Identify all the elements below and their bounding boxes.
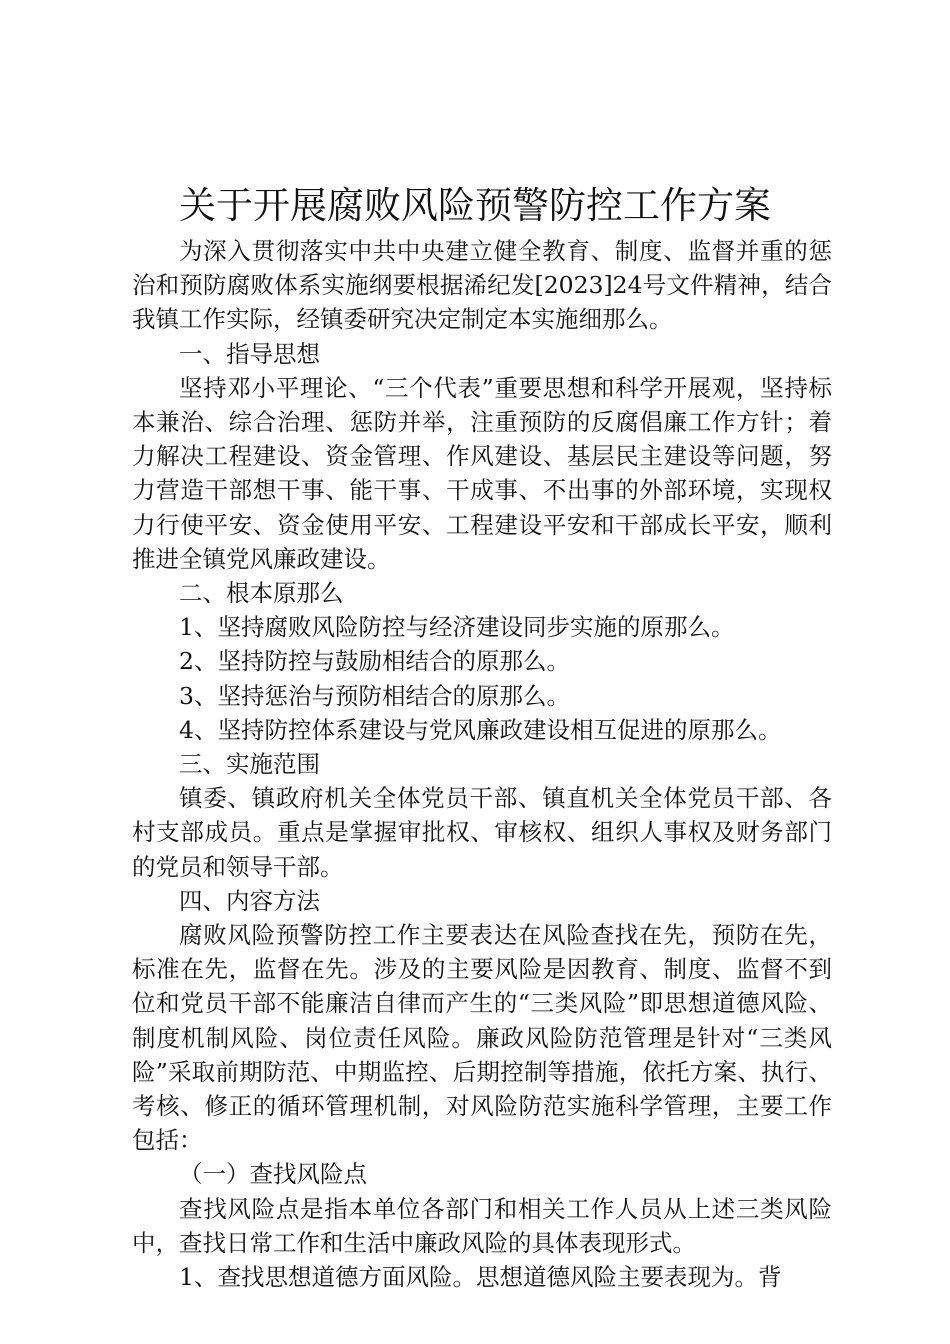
principle-item-2: 2、坚持防控与鼓励相结合的原那么。: [179, 647, 570, 676]
scope-paragraph: 镇委、镇政府机关全体党员干部、镇直机关全体党员干部、各村支部成员。重点是掌握审批权、审核权、组织人事权及财务部门的党员和领导干部。: [132, 784, 832, 881]
document-title: 关于开展腐败风险预警防控工作方案: [179, 184, 771, 227]
section-heading-guiding-ideology: 一、指导思想: [179, 339, 320, 368]
principle-item-1: 1、坚持腐败风险防控与经济建设同步实施的原那么。: [179, 613, 735, 642]
section-heading-basic-principles: 二、根本原那么: [179, 579, 344, 608]
section-heading-scope: 三、实施范围: [179, 750, 320, 779]
principle-item-3: 3、坚持惩治与预防相结合的原那么。: [179, 681, 570, 710]
document-body: [132, 234, 832, 1294]
intro-paragraph: 为深入贯彻落实中共中央建立健全教育、制度、监督并重的惩治和预防腐败体系实施纲要根据浠纪发[2023]24号文件精神，结合我镇工作实际，经镇委研究决定制定本实施细那么。: [132, 237, 832, 334]
section-heading-content-methods: 四、内容方法: [179, 886, 320, 915]
subsection-heading-find-risk-points: （一）查找风险点: [179, 1160, 367, 1189]
content-methods-paragraph: 腐败风险预警防控工作主要表达在风险查找在先，预防在先，标准在先，监督在先。涉及的主要风险是因教育、制度、监督不到位和党员干部不能廉洁自律而产生的“三类风险”即思想道德风险、制度机制风险、岗位责任风险。廉政风险防范管理是针对“三类风险”采取前期防范、中期监控、后期控制等措施，依托方案、执行、考核、修正的循环管理机制，对风险防范实施科学管理，主要工作包括：: [132, 921, 832, 1155]
risk-item-1: 1、查找思想道德方面风险。思想道德风险主要表现为。背: [179, 1263, 782, 1292]
principle-item-4: 4、坚持防控体系建设与党风廉政建设相互促进的原那么。: [179, 715, 782, 744]
find-risk-points-paragraph: 查找风险点是指本单位各部门和相关工作人员从上述三类风险中，查找日常工作和生活中廉政风险的具体表现形式。: [132, 1194, 832, 1257]
guiding-ideology-paragraph: 坚持邓小平理论、“三个代表”重要思想和科学开展观，坚持标本兼治、综合治理、惩防并举，注重预防的反腐倡廉工作方针；着力解决工程建设、资金管理、作风建设、基层民主建设等问题，努力营造干部想干事、能干事、干成事、不出事的外部环境，实现权力行使平安、资金使用平安、工程建设平安和干部成长平安，顺利推进全镇党风廉政建设。: [132, 373, 832, 573]
